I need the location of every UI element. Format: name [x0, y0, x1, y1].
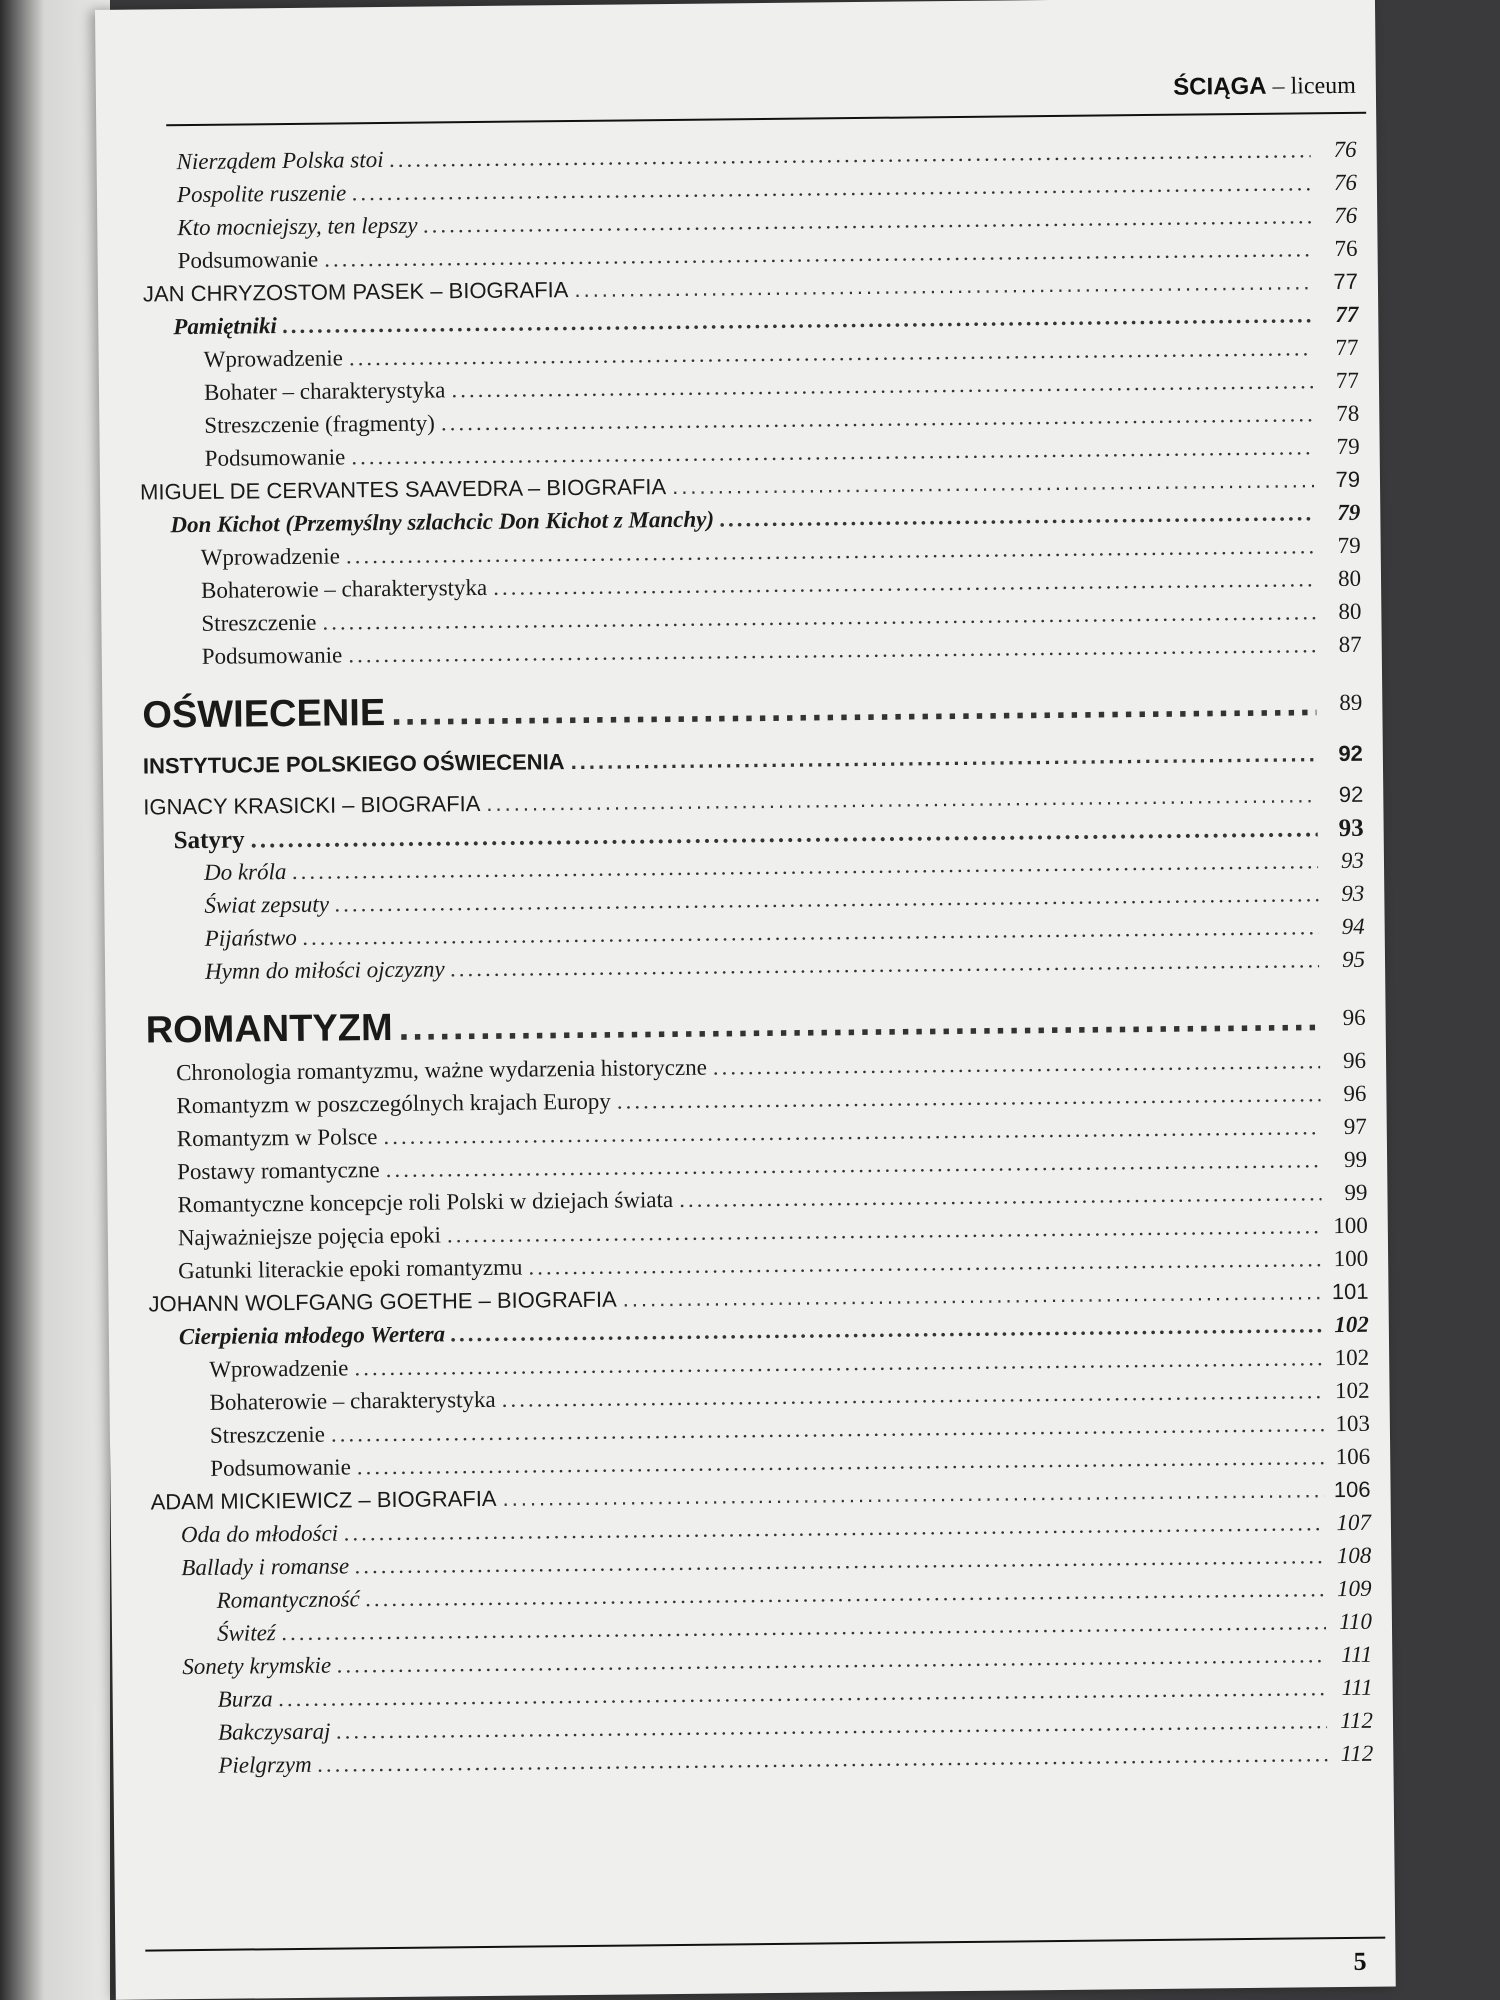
toc-entry: Bakczysaraj ..... 112 [153, 1708, 1373, 1754]
toc-entry: Podsumowanie ..... 106 [150, 1444, 1370, 1490]
toc-work-title: Satyry ..... 93 [144, 815, 1364, 861]
toc-entry: Wprowadzenie ..... 79 [141, 533, 1361, 579]
header-title: ŚCIĄGA [1173, 72, 1267, 101]
book-page [95, 0, 1396, 2000]
toc-entry: Pielgrzym ..... 112 [153, 1741, 1373, 1787]
page-number: 5 [1353, 1946, 1367, 1976]
toc-entry: Streszczenie ..... 103 [150, 1411, 1370, 1457]
toc-entry: Gatunki literackie epoki romantyzmu ..... 100 [148, 1246, 1368, 1292]
toc-entry: Romantyzm w Polsce ..... 97 [147, 1114, 1367, 1160]
toc-entry: Burza ..... 111 [153, 1675, 1373, 1721]
toc-work-title: Sonety krymskie ..... 111 [152, 1642, 1372, 1688]
toc-work-title: Oda do młodości ..... 107 [151, 1510, 1371, 1556]
toc-entry: Bohaterowie – charakterystyka ..... 80 [141, 566, 1361, 612]
toc-author-heading: JAN CHRYZOSTOM PASEK – BIOGRAFIA ..... 77 [138, 269, 1358, 315]
toc-entry: Pospolite ruszenie ..... 76 [137, 170, 1357, 216]
toc-epoch-heading: OŚWIECENIE ..... 89 [142, 673, 1363, 746]
toc-entry: Najważniejsze pojęcia epoki ..... 100 [148, 1213, 1368, 1259]
toc-work-title: Pamiętniki ..... 77 [138, 302, 1358, 348]
toc-entry: Kto mocniejszy, ten lepszy ..... 76 [137, 203, 1357, 249]
toc-epoch-heading: ROMANTYZM ..... 96 [145, 988, 1366, 1061]
toc-work-title: Don Kichot (Przemyślny szlachcic Don Kichot z Manchy) ..... 79 [140, 500, 1360, 546]
toc-entry: Postawy romantyczne ..... 99 [147, 1147, 1367, 1193]
toc-entry: Wprowadzenie ..... 102 [149, 1345, 1369, 1391]
toc-entry: Streszczenie (fragmenty) ..... 78 [139, 401, 1359, 447]
toc-entry: Romantyzm w poszczególnych krajach Europy ..... 96 [146, 1081, 1366, 1127]
left-page-edge [0, 0, 110, 2000]
toc-entry: Romantyczność ..... 109 [152, 1576, 1372, 1622]
footer-rule [145, 1937, 1385, 1952]
toc-entry: Do króla ..... 93 [144, 848, 1364, 894]
toc-entry: Romantyczne koncepcje roli Polski w dziejach świata ..... 99 [147, 1180, 1367, 1226]
toc-entry: Wprowadzenie ..... 77 [139, 335, 1359, 381]
toc-author-heading: MIGUEL DE CERVANTES SAAVEDRA – BIOGRAFIA ..... 79 [140, 467, 1360, 513]
toc-entry: Podsumowanie ..... 87 [142, 632, 1362, 678]
toc-author-heading: ADAM MICKIEWICZ – BIOGRAFIA ..... 106 [150, 1477, 1370, 1523]
running-header [166, 72, 1356, 112]
toc-section-heading: INSTYTUCJE POLSKIEGO OŚWIECENIA ..... 92 [143, 741, 1363, 787]
toc-entry: Pijaństwo ..... 94 [145, 914, 1365, 960]
toc-entry: Świat zepsuty ..... 93 [144, 881, 1364, 927]
toc-entry: Nierządem Polska stoi ..... 76 [136, 137, 1356, 183]
header-rule [166, 112, 1366, 127]
toc-entry: Podsumowanie ..... 79 [140, 434, 1360, 480]
table-of-contents [136, 137, 1373, 1787]
header-subtitle: – liceum [1266, 72, 1356, 100]
toc-entry: Świteź ..... 110 [152, 1609, 1372, 1655]
toc-author-heading: JOHANN WOLFGANG GOETHE – BIOGRAFIA ..... 101 [148, 1279, 1368, 1325]
toc-entry: Podsumowanie ..... 76 [138, 236, 1358, 282]
toc-author-heading: IGNACY KRASICKI – BIOGRAFIA ..... 92 [143, 782, 1363, 828]
toc-entry: Bohaterowie – charakterystyka ..... 102 [149, 1378, 1369, 1424]
toc-work-title: Cierpienia młodego Wertera ..... 102 [149, 1312, 1369, 1358]
toc-entry: Streszczenie ..... 80 [141, 599, 1361, 645]
toc-entry: Hymn do miłości ojczyzny ..... 95 [145, 947, 1365, 993]
toc-entry: Bohater – charakterystyka ..... 77 [139, 368, 1359, 414]
toc-work-title: Ballady i romanse ..... 108 [151, 1543, 1371, 1589]
toc-entry: Chronologia romantyzmu, ważne wydarzenia historyczne ..... 96 [146, 1048, 1366, 1094]
